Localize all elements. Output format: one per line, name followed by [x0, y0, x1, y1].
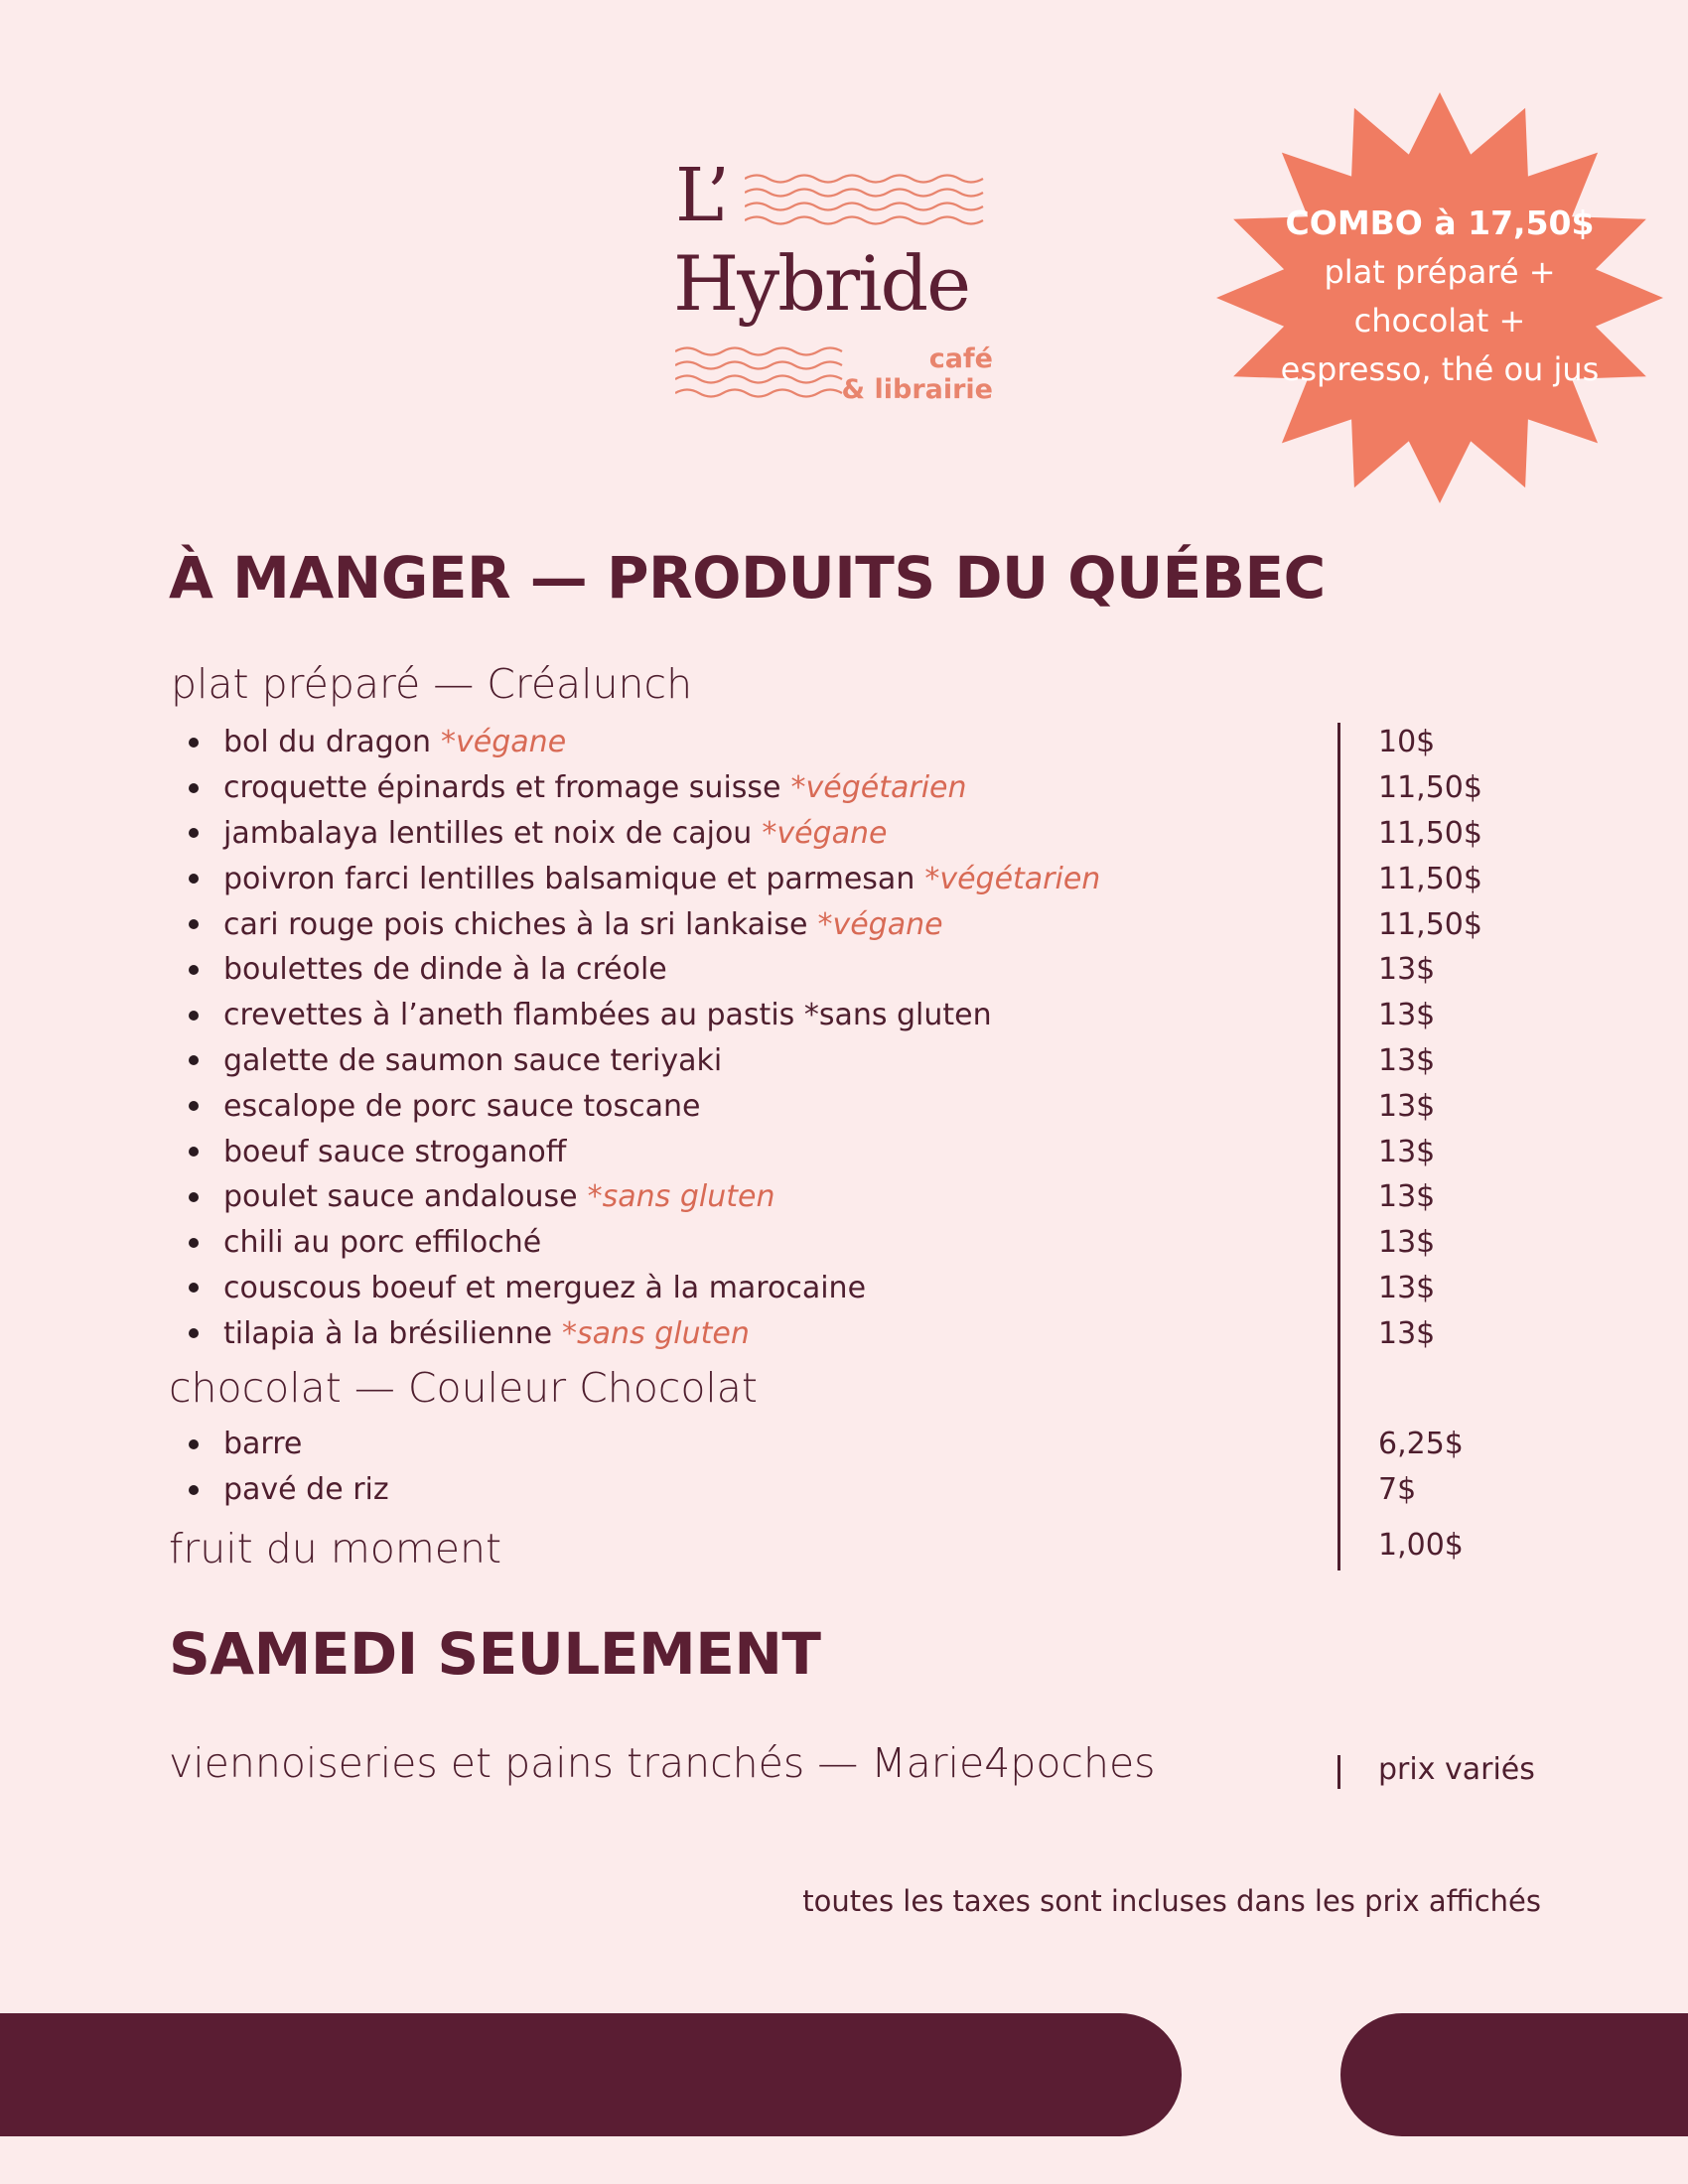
list-item	[189, 720, 1479, 765]
item-name-text: pavé de riz	[223, 1472, 389, 1508]
list-item	[189, 1310, 1479, 1356]
item-name-text: chili au porc effiloché	[223, 1225, 542, 1261]
item-price: 13$	[1378, 1088, 1436, 1124]
item-name-text: bol du dragon	[223, 725, 432, 760]
bullet-icon	[189, 828, 199, 838]
bullet-icon	[189, 1485, 199, 1495]
item-price: 13$	[1378, 1270, 1436, 1305]
combo-line-2: chocolat +	[1353, 302, 1526, 341]
samedi-item-name: viennoiseries et pains tranchés — Marie4poches	[169, 1739, 1156, 1787]
group-title-plat-prepare: plat préparé — Créalunch	[171, 660, 693, 708]
item-price: 13$	[1378, 1134, 1436, 1169]
list-item	[189, 1038, 1479, 1084]
item-name-text: crevettes à l’aneth flambées au pastis *sans gluten	[223, 998, 992, 1033]
item-price: 13$	[1378, 1225, 1436, 1261]
list-item	[189, 765, 1482, 811]
bullet-icon	[189, 1238, 199, 1248]
item-name-text: jambalaya lentilles et noix de cajou	[223, 815, 753, 851]
logo	[665, 153, 1003, 417]
item-diet-tag: *végane	[441, 725, 567, 760]
item-name-text: poulet sauce andalouse	[223, 1179, 578, 1215]
plats-list	[189, 720, 1482, 1356]
item-price: 13$	[1378, 998, 1436, 1033]
item-price: 13$	[1378, 1042, 1436, 1078]
bullet-icon	[189, 1328, 199, 1338]
list-item	[189, 901, 1482, 947]
item-name-text: croquette épinards et fromage suisse	[223, 770, 781, 806]
item-name-text: boeuf sauce stroganoff	[223, 1134, 567, 1169]
logo-name: Hybride	[673, 239, 970, 328]
fruit-item-price: 1,00$	[1378, 1528, 1464, 1563]
list-item	[189, 1129, 1479, 1174]
item-name	[223, 725, 566, 759]
bullet-icon	[189, 1101, 199, 1111]
samedi-price-divider	[1337, 1755, 1340, 1789]
item-name	[223, 952, 667, 987]
item-name	[223, 816, 887, 851]
combo-badge	[1182, 69, 1688, 526]
item-price: 6,25$	[1378, 1427, 1464, 1462]
list-item	[189, 1083, 1479, 1129]
bullet-icon	[189, 1011, 199, 1021]
section-title-samedi: SAMEDI SEULEMENT	[169, 1620, 821, 1688]
item-name	[223, 1472, 389, 1507]
combo-title: COMBO à 17,50$	[1285, 204, 1595, 242]
item-price: 11,50$	[1378, 815, 1482, 851]
item-name	[223, 862, 1100, 896]
combo-line-3: espresso, thé ou jus	[1280, 350, 1600, 389]
bullet-icon	[189, 874, 199, 884]
list-item	[189, 811, 1482, 857]
item-name	[223, 1316, 750, 1351]
item-name-text: barre	[223, 1427, 303, 1462]
bullet-icon	[189, 738, 199, 748]
logo-l: L’	[675, 153, 730, 238]
list-item	[189, 1174, 1479, 1220]
item-name	[223, 998, 992, 1032]
fruit-item-name: fruit du moment	[169, 1525, 502, 1572]
list-item	[189, 1467, 1479, 1513]
bullet-icon	[189, 965, 199, 975]
item-price: 11,50$	[1378, 861, 1482, 896]
item-name-text: couscous boeuf et merguez à la marocaine	[223, 1270, 867, 1305]
item-name-text: boulettes de dinde à la créole	[223, 952, 667, 988]
item-name	[223, 1135, 566, 1169]
item-name-text: escalope de porc sauce toscane	[223, 1088, 701, 1124]
item-price: 10$	[1378, 725, 1436, 760]
section-title-a-manger: À MANGER — PRODUITS DU QUÉBEC	[169, 544, 1326, 612]
item-name	[223, 907, 943, 942]
list-item	[189, 1220, 1479, 1266]
samedi-item-price: prix variés	[1378, 1752, 1535, 1787]
item-diet-tag: *sans gluten	[587, 1179, 775, 1215]
item-diet-tag: *végane	[817, 906, 943, 942]
list-item	[189, 1266, 1479, 1311]
tax-note: toutes les taxes sont incluses dans les prix affichés	[802, 1884, 1541, 1918]
item-name-text: galette de saumon sauce teriyaki	[223, 1042, 723, 1078]
item-price: 13$	[1378, 952, 1436, 988]
item-name	[223, 1271, 866, 1305]
logo-tagline-librairie: & librairie	[841, 374, 993, 406]
chocolat-list	[189, 1422, 1479, 1513]
bullet-icon	[189, 1147, 199, 1157]
combo-line-1: plat préparé +	[1324, 253, 1556, 292]
bullet-icon	[189, 1055, 199, 1065]
item-name	[223, 1225, 541, 1260]
item-price: 7$	[1378, 1472, 1417, 1508]
item-name	[223, 1427, 302, 1461]
list-item	[189, 1422, 1479, 1467]
item-name-text: tilapia à la brésilienne	[223, 1315, 553, 1351]
item-name	[223, 770, 967, 805]
logo-waves-bottom	[675, 343, 844, 413]
item-diet-tag: *végétarien	[924, 861, 1101, 896]
item-diet-tag: *sans gluten	[562, 1315, 750, 1351]
item-name	[223, 1089, 700, 1124]
bullet-icon	[189, 1192, 199, 1202]
logo-tagline	[842, 343, 993, 406]
footer-band-left	[0, 2013, 1182, 2136]
item-name	[223, 1179, 774, 1214]
item-price: 11,50$	[1378, 770, 1482, 806]
item-name-text: cari rouge pois chiches à la sri lankaise	[223, 906, 808, 942]
bullet-icon	[189, 1283, 199, 1293]
list-item	[189, 947, 1479, 993]
bullet-icon	[189, 783, 199, 793]
bullet-icon	[189, 1439, 199, 1449]
footer-band-right	[1340, 2013, 1688, 2136]
combo-text	[1182, 199, 1688, 394]
bullet-icon	[189, 919, 199, 929]
item-diet-tag: *végétarien	[790, 770, 967, 806]
item-name	[223, 1043, 722, 1078]
logo-waves-top	[745, 171, 993, 240]
list-item	[189, 856, 1482, 901]
item-diet-tag: *végane	[762, 815, 888, 851]
item-name-text: poivron farci lentilles balsamique et parmesan	[223, 861, 915, 896]
list-item	[189, 993, 1479, 1038]
item-price: 13$	[1378, 1179, 1436, 1215]
item-price: 13$	[1378, 1315, 1436, 1351]
item-price: 11,50$	[1378, 906, 1482, 942]
logo-tagline-cafe: café	[928, 343, 993, 374]
group-title-chocolat: chocolat — Couleur Chocolat	[169, 1364, 758, 1412]
